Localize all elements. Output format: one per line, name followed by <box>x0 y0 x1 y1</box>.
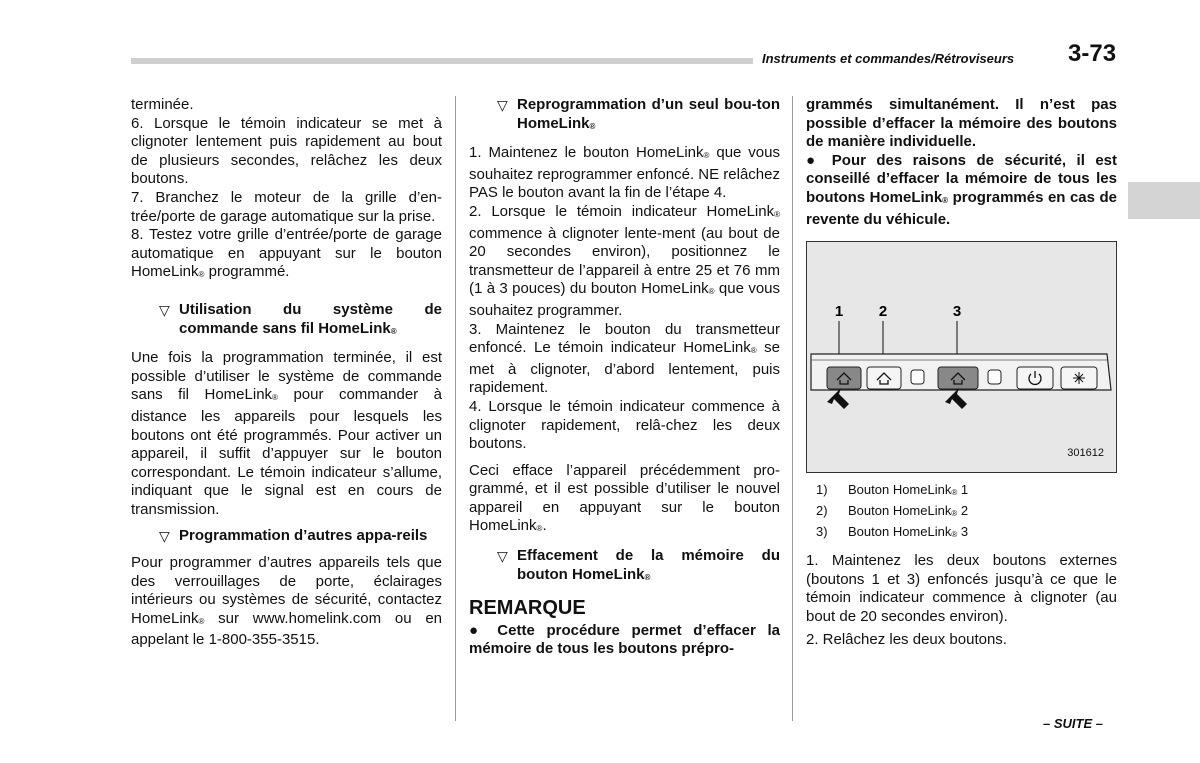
paragraph: terminée. <box>131 96 194 113</box>
triangle-icon: ▽ <box>497 97 508 113</box>
note-bullet: ● Cette procédure permet d’effacer la mémoire de tous les boutons prépro- <box>469 621 780 658</box>
caption-item: 1) Bouton HomeLink® 1 <box>816 482 969 498</box>
homelink-3-icon <box>938 367 978 389</box>
step-1: 1. Maintenez les deux boutons externes (boutons 1 et 3) enfoncés jusqu’à ce que le témoin indicateur commence à clignoter (au bout de 20 secondes environ). <box>806 552 1117 625</box>
step-2: 2. Relâchez les deux boutons. <box>806 630 1007 648</box>
triangle-icon: ▽ <box>159 301 170 318</box>
figure-captions <box>806 481 1117 544</box>
caption-item: 2) Bouton HomeLink® 2 <box>816 503 969 519</box>
chapter-thumb-tab <box>1128 182 1200 219</box>
callout-label-1: 1 <box>834 303 844 321</box>
indicator-2-icon <box>988 370 1001 384</box>
continued-marker: – SUITE – <box>1043 716 1103 731</box>
registered-mark: ® <box>198 270 205 280</box>
step-6: 6. Lorsque le témoin indicateur se met à clignoter lentement puis rapidement au bout de plusieurs secondes, relâchez les deux boutons. <box>131 114 442 188</box>
column-middle <box>469 96 780 659</box>
remarque-heading: REMARQUE <box>469 597 586 620</box>
homelink-1-icon <box>827 367 861 389</box>
homelink-2-icon <box>867 367 901 389</box>
callout-label-3: 3 <box>952 303 962 321</box>
triangle-icon: ▽ <box>159 528 170 545</box>
homelink-figure <box>806 241 1117 473</box>
step-3: 3. Maintenez le bouton du transmetteur enfoncé. Le témoin indicateur HomeLink® se met à clignoter, d’abord lentement, puis rapidement. <box>469 320 780 397</box>
column-divider <box>792 96 793 721</box>
header-rule <box>131 58 753 64</box>
callout-label-2: 2 <box>878 303 888 321</box>
page-number: 3-73 <box>1068 40 1117 67</box>
step-7: 7. Branchez le moteur de la grille d’en-trée/porte de garage automatique sur la prise. <box>131 188 442 225</box>
paragraph: Ceci efface l’appareil précédemment pro-grammé, et il est possible d’utiliser le nouvel appareil en appuyant sur le bouton HomeLink®. <box>469 461 780 535</box>
press-arrow-3-icon <box>945 388 967 409</box>
paragraph: Pour programmer d’autres appareils tels que des verrouillages de porte, éclairages intérieurs ou systèmes de sécurité, contactez HomeLink® sur www.homelink.com ou en appelant le 1-800-355-3515. <box>131 554 442 649</box>
subheading-programmation: ▽ Programmation d’autres appa-reils <box>159 527 428 545</box>
caption-item: 3) Bouton HomeLink® 3 <box>816 524 969 540</box>
indicator-1-icon <box>911 370 924 384</box>
step-8: 8. Testez votre grille d’entrée/porte de garage automatique en appuyant sur le bouton HomeLink® programmé. <box>131 226 442 281</box>
figure-code: 301612 <box>1067 446 1104 459</box>
subheading-utilisation: ▽ Utilisation du système de commande sans fil HomeLink® <box>159 300 442 337</box>
note-bullet: ● Pour des raisons de sécurité, il est conseillé d’effacer la mémoire de tous les boutons HomeLink® programmés en cas de revente du véhicule. <box>806 151 1117 228</box>
section-title: Instruments et commandes/Rétroviseurs <box>762 51 1015 66</box>
step-1: 1. Maintenez le bouton HomeLink® que vous souhaitez reprogrammer enfoncé. NE relâchez PAS le bouton avant la fin de l’étape 4. <box>469 144 780 202</box>
note-continuation: grammés simultanément. Il n’est pas possible d’effacer la mémoire des boutons de manière individuelle. <box>806 96 1117 151</box>
press-arrow-1-icon <box>827 388 849 409</box>
step-2: 2. Lorsque le témoin indicateur HomeLink® commence à clignoter lente-ment (au bout de 20 secondes environ), positionnez le transmetteur de l’appareil à entre 25 et 76 mm (1 à 3 pouces) du bouton HomeLink® que vous souhaitez programmer. <box>469 202 780 319</box>
subheading-effacement: ▽ Effacement de la mémoire du bouton HomeLink® <box>497 547 780 583</box>
paragraph: Une fois la programmation terminée, il est possible d’utiliser le système de commande sans fil HomeLink® pour commander à distance les appareils pour lesquels les boutons ont été programmés. Pour activer un appareil, il suffit d’appuyer sur le bouton correspondant. Le témoin indicateur s’allume, indiquant que le signal est en cours de transmission. <box>131 349 442 518</box>
column-left <box>131 96 442 650</box>
triangle-icon: ▽ <box>497 548 508 565</box>
subheading-reprogrammation: ▽ Reprogrammation d’un seul bou-ton HomeLink® <box>497 96 780 132</box>
homelink-panel-illustration <box>807 242 1116 472</box>
column-right <box>806 96 1117 649</box>
step-4: 4. Lorsque le témoin indicateur commence à clignoter rapidement, relâ-chez les deux boutons. <box>469 397 780 453</box>
column-divider <box>455 96 456 721</box>
